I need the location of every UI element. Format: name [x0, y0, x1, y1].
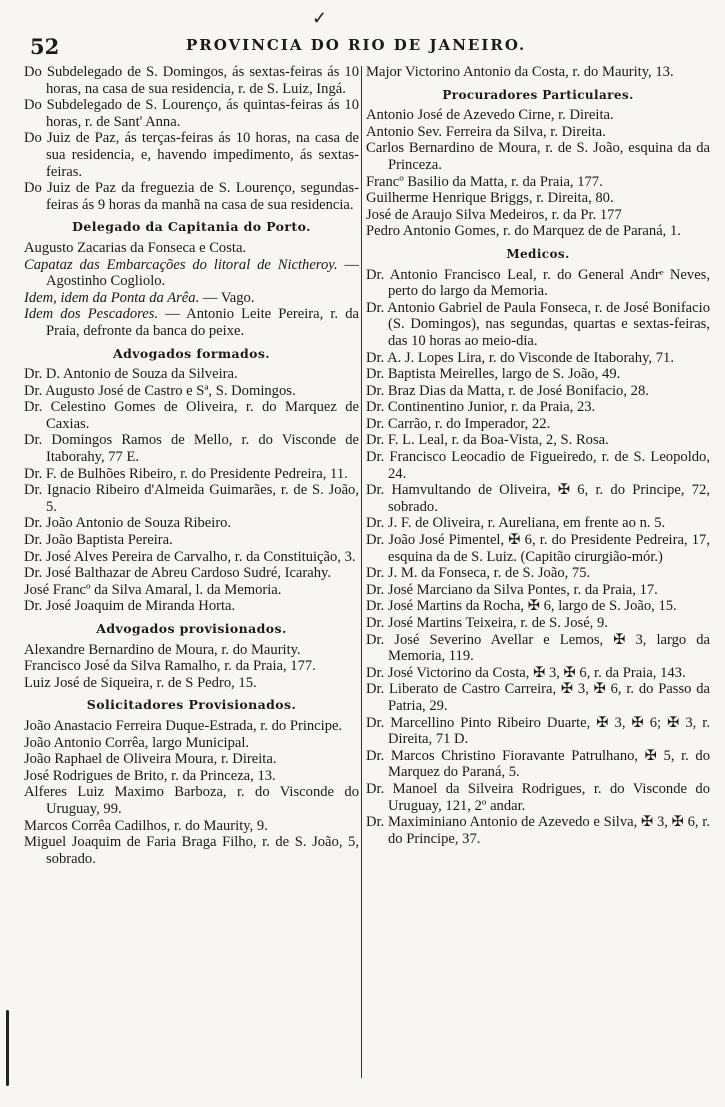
list-item: Dr. João Baptista Pereira.: [24, 532, 173, 549]
entry-value: — Agostinho Cogliolo.: [46, 256, 359, 290]
list-item: [24, 306, 359, 339]
right-column: [366, 64, 710, 847]
list-item: Antonio José de Azevedo Cirne, r. Direita.: [366, 107, 614, 124]
intro-entry: Do Juiz de Paz, ás terças-feiras ás 10 horas, na casa de sua residencia, e, havendo impedimento, ás sextas-feiras.: [24, 130, 359, 180]
column-divider: [361, 66, 362, 1078]
entry-value: — Vago.: [199, 289, 255, 306]
list-item: Dr. José Severino Avellar e Lemos, ✠ 3, largo da Memoria, 119.: [366, 631, 710, 665]
list-item: Francisco José da Silva Ramalho, r. da Praia, 177.: [24, 658, 316, 675]
list-item: Dr. José Victorino da Costa, ✠ 3, ✠ 6, r. da Praia, 143.: [366, 664, 686, 681]
list-item: João Raphael de Oliveira Moura, r. Direita.: [24, 751, 277, 768]
list-item: Dr. Antonio Gabriel de Paula Fonseca, r. de José Bonifacio (S. Domingos), nas segundas, quartas e sextas-feiras, das 10 horas ao meio-dia.: [366, 299, 710, 349]
intro-entry: Do Subdelegado de S. Lourenço, ás quintas-feiras ás 10 horas, r. de Sant' Anna.: [24, 97, 359, 130]
list-item: Dr. D. Antonio de Souza da Silveira.: [24, 366, 238, 383]
list-item: Dr. João José Pimentel, ✠ 6, r. do Presidente Pedreira, 17, esquina da de S. Luiz. (Capitão cirurgião-mór.): [366, 532, 710, 565]
list-item: Major Victorino Antonio da Costa, r. do Maurity, 13.: [366, 64, 674, 80]
running-title: PROVINCIA DO RIO DE JANEIRO.: [186, 36, 527, 54]
list-item: [24, 257, 359, 290]
entry-label: Capataz das Embarcações do litoral de Nictheroy.: [24, 256, 338, 273]
list-item: José Francº da Silva Amaral, l. da Memoria.: [24, 581, 282, 598]
list-item: Dr. João Antonio de Souza Ribeiro.: [24, 515, 232, 532]
list-item: Dr. Marcos Christino Fioravante Patrulhano, ✠ 5, r. do Marquez do Paraná, 5.: [366, 747, 710, 781]
list-item: Dr. J. M. da Fonseca, r. de S. João, 75.: [366, 565, 591, 582]
section-heading-advogados-provisionados: Advogados provisionados.: [96, 621, 287, 636]
section-heading-medicos: Medicos.: [506, 246, 570, 261]
section-heading-solicitadores: Solicitadores Provisionados.: [86, 697, 297, 713]
list-item: José de Araujo Silva Medeiros, r. da Pr. 177: [366, 206, 622, 223]
list-item: Dr. Hamvultando de Oliveira, ✠ 6, r. do Principe, 72, sobrado.: [366, 482, 710, 515]
list-item: Dr. F. de Bulhões Ribeiro, r. do Presidente Pedreira, 11.: [24, 465, 348, 482]
page-number: 52: [30, 34, 60, 59]
list-item: Augusto Zacarias da Fonseca e Costa.: [24, 239, 247, 256]
list-item: Dr. Augusto José de Castro e Sª, S. Domingos.: [24, 382, 296, 399]
section-heading-advogados-formados: Advogados formados.: [112, 345, 271, 361]
list-item: Dr. J. F. de Oliveira, r. Aureliana, em frente ao n. 5.: [366, 515, 666, 532]
list-item: [24, 290, 359, 307]
list-item: Dr. José Joaquim de Miranda Horta.: [24, 598, 236, 615]
list-item: Dr. Manoel da Silveira Rodrigues, r. do Visconde do Uruguay, 121, 2º andar.: [366, 780, 710, 814]
list-item: João Antonio Corrêa, largo Municipal.: [24, 734, 250, 751]
section-heading-delegado: Delegado da Capitania do Porto.: [72, 219, 311, 235]
list-item: João Anastacio Ferreira Duque-Estrada, r. do Principe.: [24, 717, 343, 734]
list-item: Dr. Antonio Francisco Leal, r. do General Andrᵉ Neves, perto do largo da Memoria.: [366, 266, 710, 300]
list-item: Dr. Maximiniano Antonio de Azevedo e Silva, ✠ 3, ✠ 6, r. do Principe, 37.: [366, 814, 710, 847]
list-item: Dr. A. J. Lopes Lira, r. do Visconde de Itaborahy, 71.: [366, 349, 674, 366]
list-item: Dr. Ignacio Ribeiro d'Almeida Guimarães, r. de S. João, 5.: [24, 482, 359, 515]
list-item: Antonio Sev. Ferreira da Silva, r. Direita.: [366, 123, 606, 140]
list-item: Dr. José Martins Teixeira, r. de S. José, 9.: [366, 615, 608, 631]
list-item: Dr. Francisco Leocadio de Figueiredo, r. de S. Leopoldo, 24.: [366, 449, 710, 482]
list-item: Dr. Continentino Junior, r. da Praia, 23.: [366, 399, 596, 416]
margin-mark: [6, 1010, 9, 1086]
list-item: Dr. Domingos Ramos de Mello, r. do Visconde de Itaborahy, 77 E.: [24, 432, 359, 466]
list-item: Dr. Baptista Meirelles, largo de S. João, 49.: [366, 366, 621, 383]
entry-label: Idem dos Pescadores.: [24, 306, 159, 323]
list-item: Dr. Celestino Gomes de Oliveira, r. do Marquez de Caxias.: [24, 399, 359, 432]
entry-label: Idem, idem da Ponta da Arêa.: [24, 289, 200, 306]
list-item: Francº Basilio da Matta, r. da Praia, 177.: [366, 173, 603, 190]
list-item: Dr. José Marciano da Silva Pontes, r. da Praia, 17.: [366, 581, 658, 598]
list-item: Luiz José de Siqueira, r. de S Pedro, 15.: [24, 674, 257, 691]
list-item: Dr. Liberato de Castro Carreira, ✠ 3, ✠ 6, r. do Passo da Patria, 29.: [366, 681, 710, 714]
list-item: Pedro Antonio Gomes, r. do Marquez de de Paraná, 1.: [366, 223, 681, 240]
list-item: Dr. Carrão, r. do Imperador, 22.: [366, 415, 551, 432]
list-item: Dr. F. L. Leal, r. da Boa-Vista, 2, S. Rosa.: [366, 432, 609, 449]
list-item: Carlos Bernardino de Moura, r. de S. João, esquina da da Princeza.: [366, 140, 710, 173]
tick-mark: ✓: [312, 8, 328, 29]
list-item: Dr. José Martins da Rocha, ✠ 6, largo de S. João, 15.: [366, 598, 677, 615]
list-item: Guilherme Henrique Briggs, r. Direita, 80.: [366, 190, 614, 207]
list-item: Dr. José Balthazar de Abreu Cardoso Sudré, Icarahy.: [24, 565, 332, 582]
list-item: Alexandre Bernardino de Moura, r. do Maurity.: [24, 641, 301, 658]
list-item: Alferes Luiz Maximo Barboza, r. do Visconde do Uruguay, 99.: [24, 784, 359, 817]
section-heading-procuradores: Procuradores Particulares.: [442, 87, 634, 102]
list-item: Dr. José Alves Pereira de Carvalho, r. da Constituição, 3.: [24, 548, 356, 565]
intro-entry: Do Subdelegado de S. Domingos, ás sextas-feiras ás 10 horas, na casa de sua residencia, r. de S. Luiz, Ingá.: [24, 64, 359, 97]
entry-value: — Antonio Leite Pereira, r. da Praia, defronte da banca do peixe.: [46, 306, 359, 339]
list-item: José Rodrigues de Brito, r. da Princeza, 13.: [24, 767, 276, 784]
list-item: Dr. Marcellino Pinto Ribeiro Duarte, ✠ 3, ✠ 6; ✠ 3, r. Direita, 71 D.: [366, 714, 710, 748]
intro-entry: Do Juiz de Paz da freguezia de S. Lourenço, segundas-feiras ás 9 horas da manhã na casa de sua residencia.: [24, 180, 359, 213]
list-item: Dr. Braz Dias da Matta, r. de José Bonifacio, 28.: [366, 382, 649, 399]
list-item: Miguel Joaquim de Faria Braga Filho, r. de S. João, 5, sobrado.: [24, 834, 359, 867]
left-column: [24, 64, 359, 867]
list-item: Marcos Corrêa Cadilhos, r. do Maurity, 9.: [24, 817, 268, 834]
